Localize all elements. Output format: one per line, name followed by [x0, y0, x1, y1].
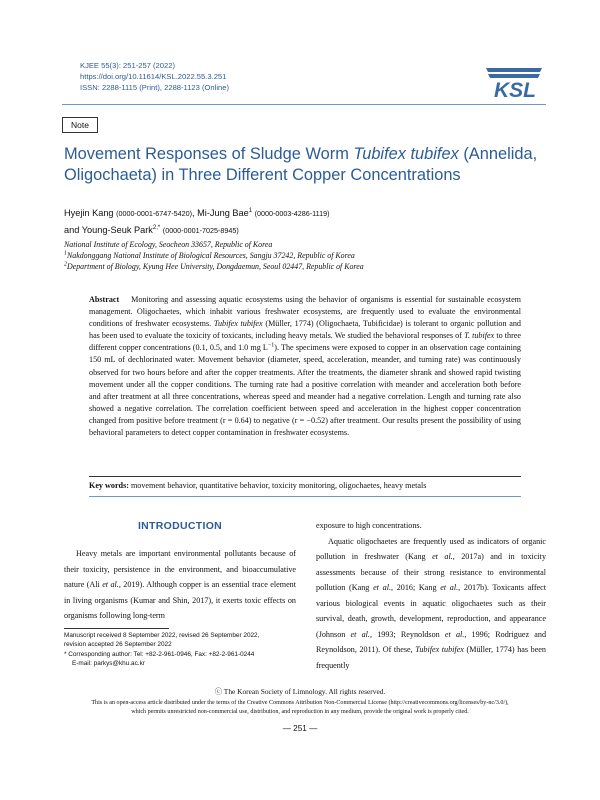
- title-part-1: Movement Responses of Sludge Worm: [64, 145, 354, 163]
- author-orcid[interactable]: (0000-0001-7025-8945): [162, 226, 239, 235]
- footnotes: [64, 631, 296, 669]
- author-orcid[interactable]: (0000-0001-6747-5420): [116, 209, 193, 218]
- author-line-2: and Young-Seuk Park$^{2,*}$ (0000-0001-7025-8945): [64, 224, 239, 235]
- author-name: Hyejin Kang: [64, 208, 114, 218]
- affiliation-list: [64, 239, 534, 273]
- abstract-divider: [89, 476, 521, 477]
- affiliation-item: $^1$Nakdonggang National Institute of Biological Resources, Sangju 37242, Republic of Korea: [64, 250, 355, 261]
- journal-header: [80, 60, 229, 93]
- author-name: Mi-Jung Bae: [197, 208, 249, 218]
- paragraph-continuation: exposure to high concentrations.: [316, 521, 422, 530]
- ksl-logo: [484, 64, 546, 100]
- paragraph: Aquatic oligochaetes are frequently used as indicators of organic pollution in freshwater (Kang et al., 2017a) and in toxicity assessments because of their strong resistance to environmental pollution (Kang et al., 2016; Kang et al., 2017b). Toxicants affect various biological events in aquatic oligochaetes such as their survival, death, growth, development, reproduction, and appearance (Johnson et al., 1993; Reynoldson et al., 1996; Rodriguez and Reynoldson, 2011). Of these, Tubifex tubifex (Müller, 1774) has been frequently: [316, 536, 547, 670]
- author-name: Young-Seuk Park: [81, 225, 153, 235]
- copyright-notice: ⓒ The Korean Society of Limnology. All rights reserved.: [214, 687, 386, 696]
- article-type-label: Note: [62, 117, 98, 133]
- manuscript-accepted: revision accepted 26 September 2022: [64, 641, 172, 649]
- affiliation-item: National Institute of Ecology, Seocheon 33657, Republic of Korea: [64, 240, 273, 249]
- abstract: Abstract Monitoring and assessing aquatic ecosystems using the behavior of organisms is essential for sustainable ecosystem management. Oligochaetes, which inhabit various freshwater ecosystems, are frequently used to evaluate the environmental conditions of freshwater ecosystems. Tubifex tubifex (Müller, 1774) (Oligochaeta, Tubificidae) is tolerant to organic pollution and has been used to evaluate the toxicity of toxicants, including heavy metals. We studied the behavioral responses of T. tubifex to three different copper concentrations (0.1, 0.5, and 1.0 mg $L^{-1}$). The specimens were exposed to copper in an observation cage containing 150 mL of dechlorinated water. Movement behavior (diameter, speed, acceleration, meander, and turning rate) was continuously observed for two hours before and after the copper treatments. After the treatments, the diameter shrank and showed rapid twisting movement under all the copper conditions. The turning rate had a positive correlation with meander and acceleration both before and after treatment at all three concentrations, whereas speed and meander had a negative correlation. Length and turning rate also showed a negative correlation. The correlation coefficient between speed and acceleration in the highest copper concentration changed from positive before treatment (r = 0.64) to negative (r = −0.52) after treatment. Our results present the possibility of using behavioral parameters to detect copper contamination in freshwater ecosystems.: [89, 295, 522, 438]
- manuscript-received: Manuscript received 8 September 2022, revised 26 September 2022,: [64, 632, 260, 639]
- intro-right-column: [316, 518, 546, 673]
- author-orcid[interactable]: (0000-0003-4286-1119): [254, 209, 330, 218]
- journal-doi-link[interactable]: https://doi.org/10.11614/KSL.2022.55.3.251: [80, 72, 227, 81]
- header-divider: [62, 104, 546, 105]
- abstract-label: Abstract: [89, 295, 120, 304]
- footnote-divider: [64, 628, 169, 629]
- logo-text: KSL: [494, 79, 536, 100]
- author-email[interactable]: E-mail: parkys@khu.ac.kr: [72, 660, 145, 668]
- journal-issn: ISSN: 2288-1115 (Print), 2288-1123 (Online): [80, 83, 230, 92]
- author-affil-mark: 2,*: [152, 224, 161, 231]
- journal-citation: KJEE 55(3): 251-257 (2022): [80, 61, 175, 70]
- title-species: Tubifex tubifex: [353, 145, 459, 163]
- corresponding-author: * Corresponding author: Tel: +82-2-961-0946, Fax: +82-2-961-0244: [64, 650, 255, 658]
- title-part-2: (Annelida, Oligochaeta) in Three Different Copper Concentrations: [64, 145, 538, 184]
- license-notice: This is an open-access article distributed under the terms of the Creative Commons Attribution Non-Commercial License (http://creativecommons.org/licenses/by-nc/3.0/), which permits unrestricted non-commercial use, distribution, and reproduction in any medium, provide the original work is properly cited.: [91, 700, 509, 715]
- keywords-text: movement behavior, quantitative behavior, toxicity monitoring, oligochaetes, heavy metals: [128, 481, 427, 490]
- keywords: [89, 480, 521, 492]
- keywords-label: Key words:: [89, 481, 129, 490]
- page-number: — 251 —: [282, 724, 318, 733]
- author-line-1: Hyejin Kang (0000-0001-6747-5420), Mi-Jung Bae$^1$ (0000-0003-4286-1119): [64, 207, 330, 218]
- section-heading-introduction: INTRODUCTION: [137, 520, 223, 532]
- keywords-divider: [89, 496, 521, 497]
- affiliation-item: $^2$Department of Biology, Kyung Hee University, Dongdaemun, Seoul 02447, Republic of Korea: [64, 261, 364, 272]
- intro-left-column: Heavy metals are important environmental pollutants because of their toxicity, persistence in the environment, and bioaccumulative nature (Ali et al., 2019). Although copper is an essential trace element in living organisms (Kumar and Shin, 2017), it exerts toxic effects on organisms following long-term: [64, 549, 296, 620]
- author-affil-mark: 1: [248, 207, 253, 214]
- author-list: [64, 205, 534, 239]
- article-title: [64, 144, 544, 186]
